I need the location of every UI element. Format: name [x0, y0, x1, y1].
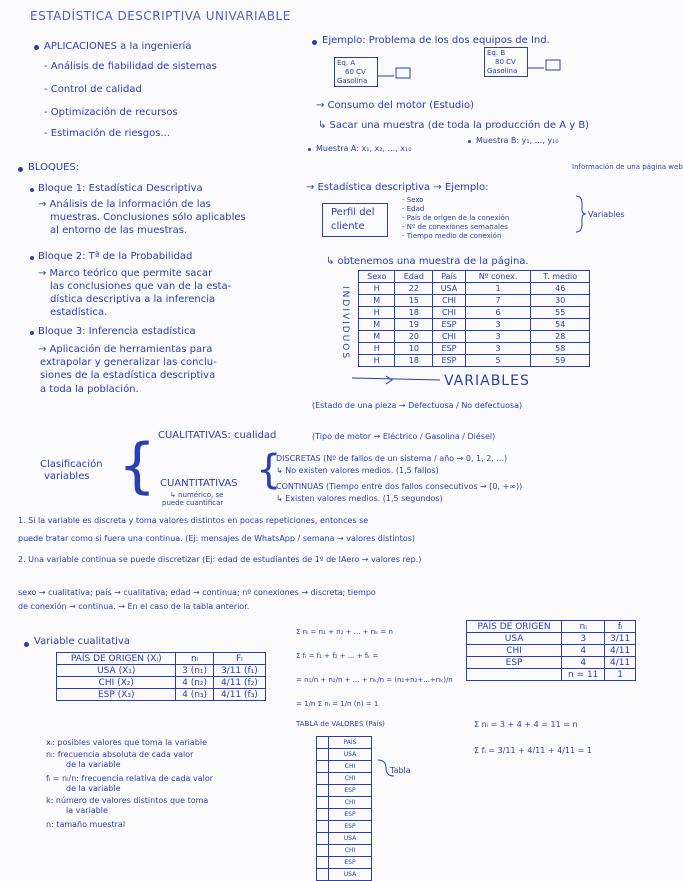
table-cell: USA: [328, 869, 371, 881]
table-index-cell: [317, 869, 329, 881]
table-cell: 1: [605, 669, 636, 681]
table-cell: 10: [395, 343, 433, 355]
block-3-line: a toda la población.: [40, 384, 139, 395]
table-cell: CHI: [467, 645, 562, 657]
table-cell: H: [359, 355, 395, 367]
table-cell: 4/11: [605, 657, 636, 669]
table-cell: ESP: [328, 809, 371, 821]
block-1-line: → Análisis de la información de las: [38, 199, 211, 210]
cualitativa-example: (Tipo de motor → Eléctrico / Gasolina / Diésel): [312, 432, 496, 441]
classification-label: Clasificación: [40, 459, 103, 470]
blocks-heading: BLOQUES:: [28, 162, 80, 173]
brace-icon: {: [118, 431, 157, 501]
variable-item: - Sexo: [402, 196, 424, 204]
note-line: 1. Si la variable es discreta y toma valores distintos en pocas repeticiones, entonces se: [18, 516, 369, 525]
table-cell: M: [359, 331, 395, 343]
table-cell: CHI: [433, 331, 465, 343]
table-cell: 4/11 (f₂): [213, 677, 265, 689]
obtain-line: ↳ obtenemos una muestra de la página.: [326, 256, 529, 267]
team-a-power: 60 CV: [345, 68, 366, 76]
continuas-sub: ↳ Existen valores medios. (1,5 segundos): [276, 494, 443, 503]
car-sketch-icon: [396, 68, 410, 78]
table-cell: ESP: [433, 355, 465, 367]
definition-line: la variable: [66, 806, 108, 815]
block-3-line: → Aplicación de herramientas para: [38, 344, 213, 355]
table-cell: M: [359, 319, 395, 331]
table-cell: 6: [465, 307, 531, 319]
table-cell: ESP: [328, 785, 371, 797]
table-cell: ESP (X₃): [57, 689, 176, 701]
table-cell: ESP: [328, 857, 371, 869]
block-1-title: Bloque 1: Estadística Descriptiva: [38, 183, 203, 194]
arrow-head-icon: [386, 376, 392, 384]
formula-line: Σ nᵢ = n₁ + n₂ + ... + nₖ = n: [296, 628, 393, 636]
table-cell: 19: [395, 319, 433, 331]
table-cell: 55: [531, 307, 590, 319]
application-item: - Estimación de riesgos...: [44, 128, 170, 139]
cualitativas-label: CUALITATIVAS: cualidad: [158, 430, 277, 441]
table-cell: 3: [465, 319, 531, 331]
table-cell: 1: [465, 283, 531, 295]
example-line: → Consumo del motor (Estudio): [316, 100, 475, 111]
car-sketch-icon: [546, 60, 560, 70]
formula-line: = 1/n Σ nᵢ = 1/n (n) = 1: [296, 700, 379, 708]
brace-icon: {: [256, 447, 282, 493]
team-b-power: 80 CV: [495, 58, 516, 66]
table-cell: 46: [531, 283, 590, 295]
application-item: - Optimización de recursos: [44, 107, 178, 118]
example-heading: Ejemplo: Problema de los dos equipos de Ind.: [322, 35, 550, 46]
table-cell: 4/11: [605, 645, 636, 657]
table-cell: USA: [467, 633, 562, 645]
definition-line: k: número de valores distintos que toma: [46, 796, 209, 805]
tabla-valores-label: TABLA de VALORES (País): [296, 720, 385, 728]
table-header-cell: nᵢ: [176, 653, 213, 665]
table-cell: 20: [395, 331, 433, 343]
table-cell: CHI: [433, 307, 465, 319]
table-cell: 4: [562, 657, 605, 669]
individuals-label: INDIVIDUOS: [340, 286, 350, 361]
application-item: - Análisis de fiabilidad de sistemas: [44, 61, 217, 72]
block-1-line: muestras. Conclusiones sólo aplicables: [50, 212, 246, 223]
desc-note: Información de una página web: [572, 163, 683, 171]
table-cell: 22: [395, 283, 433, 295]
cuantitativas-label: CUANTITATIVAS: [160, 478, 238, 489]
cual-var-heading: Variable cualitativa: [34, 636, 130, 647]
applications-heading: APLICACIONES a la ingeniería: [44, 41, 192, 52]
application-item: - Control de calidad: [44, 84, 142, 95]
table-cell: CHI: [328, 797, 371, 809]
table-header-cell: T. medio: [531, 271, 590, 283]
block-3-line: siones de la estadística descriptiva: [40, 370, 216, 381]
block-2-line: estadística.: [50, 307, 108, 318]
block-3-line: extrapolar y generalizar las conclu-: [40, 357, 217, 368]
curly-brace-icon: [576, 196, 586, 232]
table-cell: CHI: [328, 845, 371, 857]
table-cell: 18: [395, 355, 433, 367]
continuas-label: CONTINUAS (Tiempo entre dos fallos consecutivos → [0, +∞)): [276, 482, 523, 491]
table-cell: USA (X₁): [57, 665, 176, 677]
table-cell: 7: [465, 295, 531, 307]
definition-line: de la variable: [66, 784, 121, 793]
table-header-cell: PAÍS DE ORIGEN (Xᵢ): [57, 653, 176, 665]
table-cell: CHI: [433, 295, 465, 307]
variable-item: - Nº de conexiones semanales: [402, 223, 508, 231]
table-cell: H: [359, 307, 395, 319]
sum-line: Σ nᵢ = 3 + 4 + 4 = 11 = n: [474, 720, 578, 729]
table-cell: n = 11: [562, 669, 605, 681]
cuantitativas-sub: puede cuantificar: [162, 499, 224, 507]
table-row: [317, 857, 372, 869]
table-cell: 5: [465, 355, 531, 367]
table-cell: H: [359, 283, 395, 295]
definition-line: nᵢ: frecuencia absoluta de cada valor: [46, 750, 194, 759]
sum-line: Σ fᵢ = 3/11 + 4/11 + 4/11 = 1: [474, 746, 592, 755]
variables-brace-label: Variables: [588, 210, 625, 219]
variables-axis-label: VARIABLES: [444, 373, 530, 389]
table-cell: USA: [433, 283, 465, 295]
table-cell: 18: [395, 307, 433, 319]
table-cell: CHI (X₂): [57, 677, 176, 689]
note-line: sexo → cualitativa; país → cualitativa; edad → continua; nº conexiones → discreta; tiempo: [18, 588, 376, 597]
table-cell: 58: [531, 343, 590, 355]
discretas-label: DISCRETAS (Nº de fallos de un sistema / año → 0, 1, 2, ...): [276, 454, 508, 463]
cuantitativas-sub: ↳ numérico, se: [170, 491, 224, 499]
table-header-cell: Nº conex.: [465, 271, 531, 283]
table-cell: 4 (n₂): [176, 677, 213, 689]
table-cell: 15: [395, 295, 433, 307]
team-b-fuel: Gasolina: [487, 67, 518, 75]
profile-line: Perfil del: [331, 207, 375, 218]
table-cell: USA: [328, 833, 371, 845]
table-cell: 3: [465, 331, 531, 343]
table-cell: H: [359, 343, 395, 355]
table-cell: 4 (n₃): [176, 689, 213, 701]
table-header-cell: fᵢ: [605, 621, 636, 633]
note-line: 2. Una variable continua se puede discretizar (Ej: edad de estudiantes de 1º de IAero → valores rep.): [18, 555, 422, 564]
table-cell: M: [359, 295, 395, 307]
definition-line: fᵢ = nᵢ/n: frecuencia relativa de cada valor: [46, 774, 214, 783]
table-header-cell: Fᵢ: [213, 653, 265, 665]
formula-line: = n₁/n + n₂/n + ... + nₖ/n = (n₁+n₂+...+nₖ)/n: [296, 676, 453, 684]
table-header-cell: Edad: [395, 271, 433, 283]
table-cell: CHI: [328, 773, 371, 785]
profile-line: cliente: [331, 221, 365, 232]
table-cell: CHI: [328, 761, 371, 773]
table-cell: 28: [531, 331, 590, 343]
table-cell: 59: [531, 355, 590, 367]
note-line: puede tratar como si fuera una continua. (Ej: mensajes de WhatsApp / semana → valores distintos): [18, 534, 416, 543]
table-row: [317, 869, 372, 881]
variable-item: - Tiempo medio de conexión: [402, 232, 502, 240]
table-index-cell: [317, 857, 329, 869]
table-cell: 3/11 (f₁): [213, 665, 265, 677]
example-line: ↳ Sacar una muestra (de toda la producción de A y B): [318, 120, 590, 131]
arrow-to-table-icon: [378, 760, 394, 776]
sample-b: Muestra B: y₁, ..., y₁₀: [476, 136, 559, 145]
block-3-title: Bloque 3: Inferencia estadística: [38, 326, 196, 337]
table-header-cell: PAÍS: [328, 737, 371, 749]
table-header-cell: País: [433, 271, 465, 283]
team-b-label: Eq. B: [487, 49, 506, 57]
table-cell: 3 (n₁): [176, 665, 213, 677]
desc-heading: → Estadística descriptiva → Ejemplo:: [306, 182, 489, 193]
table-header-cell: nᵢ: [562, 621, 605, 633]
block-2-line: las conclusiones que van de la esta-: [50, 281, 232, 292]
table-cell: 3: [562, 633, 605, 645]
tabla-word: Tabla: [390, 766, 411, 775]
block-2-line: → Marco teórico que permite sacar: [38, 268, 213, 279]
table-cell: 4: [562, 645, 605, 657]
table-cell: 3/11: [605, 633, 636, 645]
cualitativa-example: (Estado de una pieza → Defectuosa / No defectuosa): [312, 401, 523, 410]
table-cell: 3: [465, 343, 531, 355]
table-header-cell: PAÍS DE ORIGEN: [467, 621, 562, 633]
team-a-fuel: Gasolina: [337, 77, 368, 85]
table-cell: ESP: [328, 821, 371, 833]
table-cell: ESP: [433, 319, 465, 331]
page-title: ESTADÍSTICA DESCRIPTIVA UNIVARIABLE: [30, 9, 291, 23]
definition-line: de la variable: [66, 760, 121, 769]
block-2-line: dística descriptiva a la inferencia: [50, 294, 216, 305]
table-header-cell: Sexo: [359, 271, 395, 283]
table-cell: 30: [531, 295, 590, 307]
sample-a: Muestra A: x₁, x₂, ..., x₁₀: [316, 144, 412, 153]
classification-label: variables: [44, 471, 90, 482]
table-cell: 4/11 (f₃): [213, 689, 265, 701]
arrow-line: [352, 378, 440, 380]
block-1-line: al entorno de las muestras.: [50, 225, 188, 236]
team-a-label: Eq. A: [337, 59, 356, 67]
note-line: de conexión → continua. → En el caso de la tabla anterior.: [18, 602, 250, 611]
variable-item: - Edad: [402, 205, 425, 213]
definition-line: xᵢ: posibles valores que toma la variable: [46, 738, 208, 747]
table-cell: ESP: [467, 657, 562, 669]
discretas-sub: ↳ No existen valores medios. (1,5 fallos): [276, 466, 439, 475]
block-2-title: Bloque 2: Tª de la Probabilidad: [38, 251, 193, 262]
table-cell: ESP: [433, 343, 465, 355]
variable-item: - País de origen de la conexión: [402, 214, 510, 222]
table-cell: 54: [531, 319, 590, 331]
definition-line: n: tamaño muestral: [46, 820, 126, 829]
table-cell: USA: [328, 749, 371, 761]
formula-line: Σ fᵢ = f₁ + f₂ + ... + fₖ =: [296, 652, 379, 660]
